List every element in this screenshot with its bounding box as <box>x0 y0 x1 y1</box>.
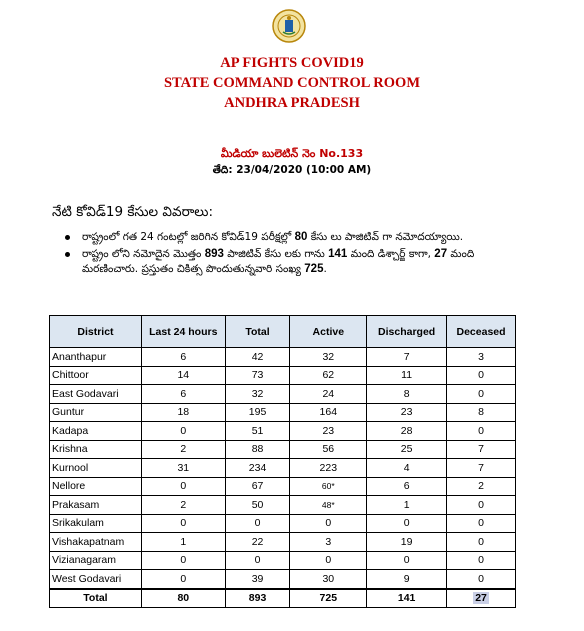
cell-discharged: 7 <box>367 348 447 367</box>
cell-district: Prakasam <box>50 496 142 515</box>
cell-total: 39 <box>225 570 290 589</box>
bullet-text: రాష్ట్రంలో గత 24 గంటల్లో జరిగిన కోవిడ్19 పరీక్షల్లో <box>82 231 295 243</box>
cell-district: Ananthapur <box>50 348 142 367</box>
date-label: తేది: <box>212 164 233 176</box>
cell-district: Guntur <box>50 403 142 422</box>
active-count: 725 <box>304 263 324 275</box>
cell-last-24-hours: 0 <box>141 514 225 533</box>
cell-total: 42 <box>225 348 290 367</box>
cell-active: 62 <box>290 366 367 385</box>
cell-district: Kurnool <box>50 459 142 478</box>
cell-total: 22 <box>225 533 290 552</box>
cell-district: Chittoor <box>50 366 142 385</box>
cell-district: Vishakapatnam <box>50 533 142 552</box>
bullet-new-cases <box>62 230 530 245</box>
table-row <box>50 533 516 552</box>
cell-deceased: 0 <box>447 496 516 515</box>
cell-deceased: 0 <box>447 514 516 533</box>
cell-active: 32 <box>290 348 367 367</box>
cell-active: 164 <box>290 403 367 422</box>
cell-active: 48* <box>290 496 367 515</box>
cell-district: Nellore <box>50 477 142 496</box>
header-line-2: STATE COMMAND CONTROL ROOM <box>163 75 421 91</box>
total-total: 893 <box>225 589 290 608</box>
cell-last-24-hours: 14 <box>141 366 225 385</box>
cell-deceased: 2 <box>447 477 516 496</box>
cell-deceased: 0 <box>447 422 516 441</box>
new-cases-count: 80 <box>294 231 308 243</box>
summary-bullets <box>62 230 530 279</box>
header-active: Active <box>290 316 367 348</box>
cell-discharged: 0 <box>367 514 447 533</box>
table-row <box>50 459 516 478</box>
cell-total: 50 <box>225 496 290 515</box>
cell-discharged: 0 <box>367 551 447 570</box>
cell-district: West Godavari <box>50 570 142 589</box>
table-row <box>50 440 516 459</box>
table-row <box>50 570 516 589</box>
cell-deceased: 0 <box>447 385 516 404</box>
cell-total: 67 <box>225 477 290 496</box>
bullet-text: పాజిటివ్ కేసు లకు గాను <box>223 248 329 260</box>
header-deceased: Deceased <box>447 316 516 348</box>
cell-deceased: 7 <box>447 440 516 459</box>
cell-last-24-hours: 0 <box>141 551 225 570</box>
bullet-totals <box>62 247 530 277</box>
cell-active: 0 <box>290 514 367 533</box>
cell-deceased: 3 <box>447 348 516 367</box>
header-line-3: ANDHRA PRADESH <box>224 95 360 111</box>
cell-last-24-hours: 1 <box>141 533 225 552</box>
total-label: Total <box>50 589 142 608</box>
cell-total: 0 <box>225 514 290 533</box>
cell-last-24-hours: 18 <box>141 403 225 422</box>
total-last-24-hours: 80 <box>141 589 225 608</box>
cell-discharged: 4 <box>367 459 447 478</box>
total-discharged: 141 <box>367 589 447 608</box>
cell-active: 0 <box>290 551 367 570</box>
cell-last-24-hours: 31 <box>141 459 225 478</box>
cell-discharged: 1 <box>367 496 447 515</box>
cell-deceased: 0 <box>447 366 516 385</box>
header-last-24-hours: Last 24 hours <box>141 316 225 348</box>
cell-active: 60* <box>290 477 367 496</box>
header-district: District <box>50 316 142 348</box>
cell-discharged: 9 <box>367 570 447 589</box>
bullet-text: మంది మరణించారు. ప్రస్తుతం చికిత్స పొందుతున్నవారి సంఖ్య <box>82 248 475 275</box>
cell-discharged: 25 <box>367 440 447 459</box>
total-deceased <box>447 589 516 608</box>
total-cases-count: 893 <box>204 248 224 260</box>
bullet-text: మంది డిశ్చార్జ్ కాగా, <box>347 248 435 260</box>
cell-active: 23 <box>290 422 367 441</box>
cell-active: 24 <box>290 385 367 404</box>
cell-total: 73 <box>225 366 290 385</box>
cell-active: 3 <box>290 533 367 552</box>
cell-total: 32 <box>225 385 290 404</box>
cell-total: 51 <box>225 422 290 441</box>
bullet-text: కేసు లు పాజిటివ్ గా నమోదయ్యాయి. <box>307 231 464 243</box>
cell-district: Kadapa <box>50 422 142 441</box>
cell-last-24-hours: 0 <box>141 477 225 496</box>
header-line-1: AP FIGHTS COVID19 <box>220 55 364 71</box>
cell-active: 30 <box>290 570 367 589</box>
table-row <box>50 385 516 404</box>
cell-deceased: 7 <box>447 459 516 478</box>
table-row <box>50 348 516 367</box>
cell-district: Krishna <box>50 440 142 459</box>
table-row <box>50 477 516 496</box>
cell-discharged: 23 <box>367 403 447 422</box>
table-total-row <box>50 589 516 608</box>
ap-emblem-icon <box>272 6 306 46</box>
bullet-text: . <box>323 263 327 275</box>
cell-discharged: 6 <box>367 477 447 496</box>
bulletin-title: మీడియా బులెటిన్ నెం No.133 <box>220 147 364 160</box>
table-row <box>50 403 516 422</box>
table-row <box>50 366 516 385</box>
table-row <box>50 496 516 515</box>
cell-total: 234 <box>225 459 290 478</box>
table-row <box>50 422 516 441</box>
header-total: Total <box>225 316 290 348</box>
cell-district: East Godavari <box>50 385 142 404</box>
cell-district: Vizianagaram <box>50 551 142 570</box>
cell-deceased: 0 <box>447 570 516 589</box>
cell-total: 88 <box>225 440 290 459</box>
total-active: 725 <box>290 589 367 608</box>
bulletin-date <box>0 164 584 179</box>
cell-active: 223 <box>290 459 367 478</box>
cell-last-24-hours: 2 <box>141 496 225 515</box>
cell-total: 0 <box>225 551 290 570</box>
total-deceased-value: 27 <box>475 592 487 605</box>
cell-discharged: 11 <box>367 366 447 385</box>
bullet-text: రాష్ట్రం లోని నమోదైన మొత్తం <box>82 248 205 260</box>
cell-active: 56 <box>290 440 367 459</box>
cell-last-24-hours: 0 <box>141 422 225 441</box>
table-row <box>50 551 516 570</box>
cell-last-24-hours: 6 <box>141 348 225 367</box>
cell-district: Srikakulam <box>50 514 142 533</box>
discharged-count: 141 <box>328 248 348 260</box>
cell-last-24-hours: 0 <box>141 570 225 589</box>
district-cases-table <box>49 315 516 608</box>
header-discharged: Discharged <box>367 316 447 348</box>
table-row <box>50 514 516 533</box>
cell-total: 195 <box>225 403 290 422</box>
section-title: నేటి కోవిడ్19 కేసుల వివరాలు: <box>52 204 214 220</box>
cell-discharged: 8 <box>367 385 447 404</box>
cell-last-24-hours: 2 <box>141 440 225 459</box>
cell-deceased: 8 <box>447 403 516 422</box>
table-header-row <box>50 316 516 348</box>
cell-deceased: 0 <box>447 551 516 570</box>
deceased-count: 27 <box>434 248 448 260</box>
cell-last-24-hours: 6 <box>141 385 225 404</box>
cell-discharged: 19 <box>367 533 447 552</box>
cell-deceased: 0 <box>447 533 516 552</box>
cell-discharged: 28 <box>367 422 447 441</box>
date-value: 23/04/2020 (10:00 AM) <box>236 164 372 176</box>
